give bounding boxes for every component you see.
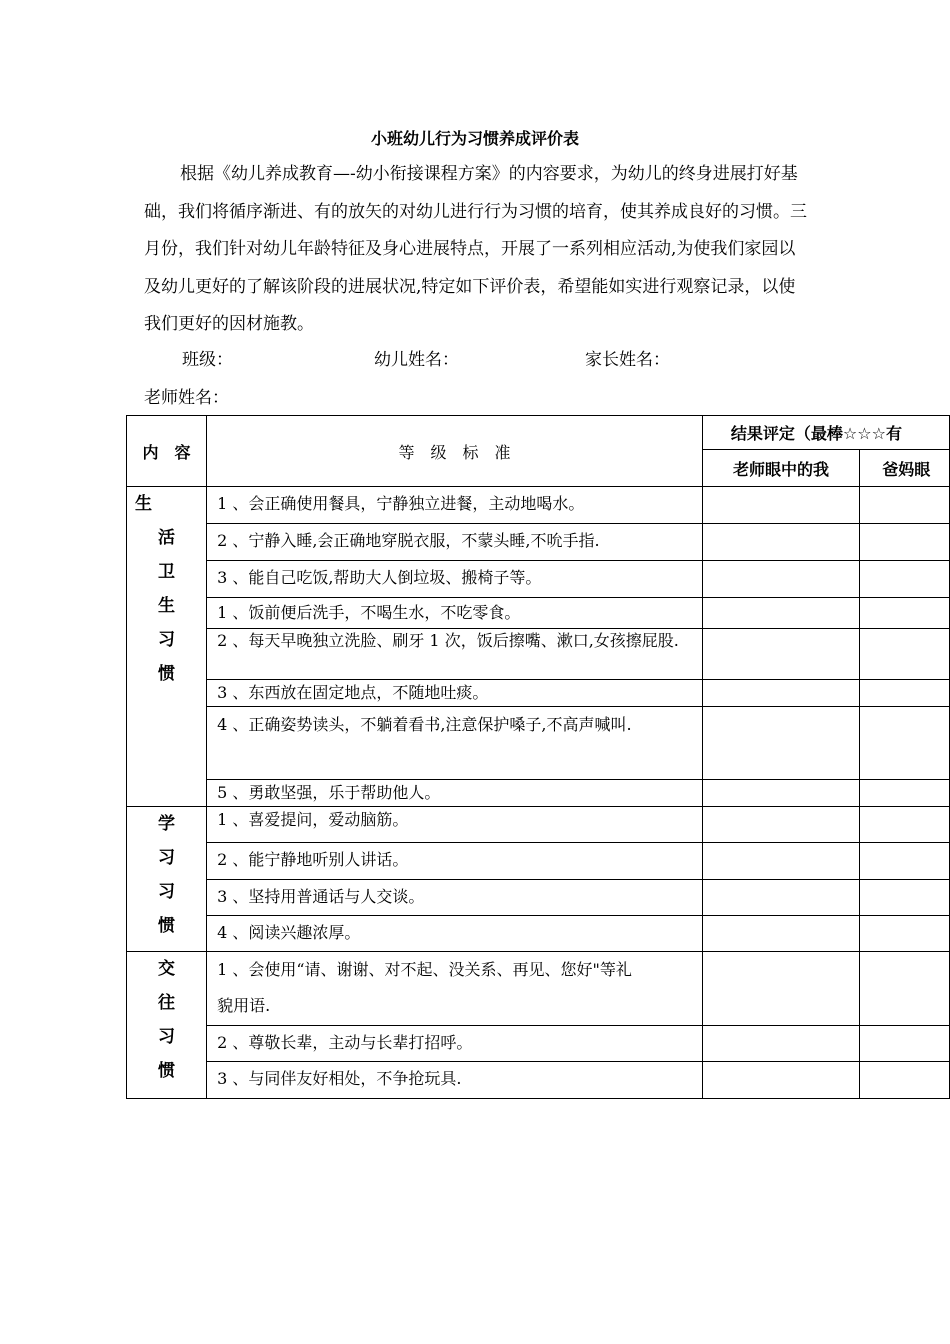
header-teacher-view: 老师眼中的我 [702, 450, 859, 487]
parent-rating-cell[interactable] [860, 780, 950, 807]
parent-rating-cell[interactable] [860, 680, 950, 707]
standard-item: 3 、能自己吃饭,帮助大人倒垃圾、搬椅子等。 [207, 561, 703, 598]
teacher-rating-cell[interactable] [702, 780, 859, 807]
parent-name-label: 家长姓名： [585, 350, 670, 370]
standard-item: 2 、宁静入睡,会正确地穿脱衣服，不蒙头睡,不吮手指. [207, 524, 703, 561]
standard-item: 1 、饭前便后洗手，不喝生水，不吃零食。 [207, 598, 703, 629]
teacher-rating-cell[interactable] [702, 487, 859, 524]
standard-item: 1 、会使用“请、谢谢、对不起、没关系、再见、您好"等礼貌用语. [207, 952, 703, 1026]
standard-item: 4 、正确姿势读头，不躺着看书,注意保护嗓子,不高声喊叫. [207, 707, 703, 780]
parent-rating-cell[interactable] [860, 561, 950, 598]
teacher-rating-cell[interactable] [702, 598, 859, 629]
teacher-rating-cell[interactable] [702, 524, 859, 561]
standard-item: 1 、喜爱提问，爱动脑筋。 [207, 807, 703, 843]
header-result: 结果评定（最棒☆☆☆有 [702, 416, 949, 450]
teacher-rating-cell[interactable] [702, 1026, 859, 1062]
parent-rating-cell[interactable] [860, 524, 950, 561]
category-social-habits: 交 往 习 惯 [127, 952, 207, 1099]
parent-rating-cell[interactable] [860, 1026, 950, 1062]
teacher-rating-cell[interactable] [702, 707, 859, 780]
standard-item: 5 、勇敢坚强，乐于帮助他人。 [207, 780, 703, 807]
parent-rating-cell[interactable] [860, 952, 950, 1026]
parent-rating-cell[interactable] [860, 880, 950, 916]
category-study-habits: 学 习 习 惯 [127, 807, 207, 952]
header-content: 内 容 [127, 416, 207, 487]
standard-item: 1 、会正确使用餐具，宁静独立进餐，主动地喝水。 [207, 487, 703, 524]
standard-item: 3 、与同伴友好相处，不争抢玩具. [207, 1062, 703, 1099]
child-name-label: 幼儿姓名： [374, 350, 459, 370]
teacher-rating-cell[interactable] [702, 1062, 859, 1099]
parent-rating-cell[interactable] [860, 487, 950, 524]
teacher-rating-cell[interactable] [702, 629, 859, 680]
category-life-hygiene: 生 活 卫 生 习 惯 [127, 487, 207, 807]
teacher-rating-cell[interactable] [702, 807, 859, 843]
teacher-name-label: 老师姓名： [144, 388, 229, 408]
intro-paragraph: 根据《幼儿养成教育—-幼小衔接课程方案》的内容要求，为幼儿的终身进展打好基础，我们将循序渐进、有的放矢的对幼儿进行行为习惯的培育，使其养成良好的习惯。三月份，我们针对幼儿年龄特征及身心进展特点，开展了一系列相应活动,为使我们家园以及幼儿更好的了解该阶段的进展状况,特定如下评价表，希望能如实进行观察记录，以使我们更好的因材施教。 [144, 164, 807, 334]
teacher-rating-cell[interactable] [702, 952, 859, 1026]
parent-rating-cell[interactable] [860, 807, 950, 843]
teacher-rating-cell[interactable] [702, 561, 859, 598]
standard-item: 3 、东西放在固定地点，不随地吐痰。 [207, 680, 703, 707]
standard-item: 3 、坚持用普通话与人交谈。 [207, 880, 703, 916]
teacher-rating-cell[interactable] [702, 880, 859, 916]
parent-rating-cell[interactable] [860, 916, 950, 952]
class-label: 班级： [182, 350, 233, 370]
standard-item: 4 、阅读兴趣浓厚。 [207, 916, 703, 952]
header-standard: 等 级 标 准 [207, 416, 703, 487]
evaluation-table [126, 415, 950, 1099]
teacher-rating-cell[interactable] [702, 843, 859, 880]
parent-rating-cell[interactable] [860, 707, 950, 780]
header-parent-view: 爸妈眼 [860, 450, 950, 487]
standard-item: 2 、尊敬长辈，主动与长辈打招呼。 [207, 1026, 703, 1062]
page-title: 小班幼儿行为习惯养成评价表 [370, 129, 579, 148]
parent-rating-cell[interactable] [860, 1062, 950, 1099]
parent-rating-cell[interactable] [860, 629, 950, 680]
teacher-rating-cell[interactable] [702, 916, 859, 952]
teacher-rating-cell[interactable] [702, 680, 859, 707]
parent-rating-cell[interactable] [860, 843, 950, 880]
standard-item: 2 、每天早晚独立洗脸、刷牙 1 次，饭后擦嘴、漱口,女孩擦屁股. [207, 629, 703, 680]
standard-item: 2 、能宁静地听别人讲话。 [207, 843, 703, 880]
parent-rating-cell[interactable] [860, 598, 950, 629]
